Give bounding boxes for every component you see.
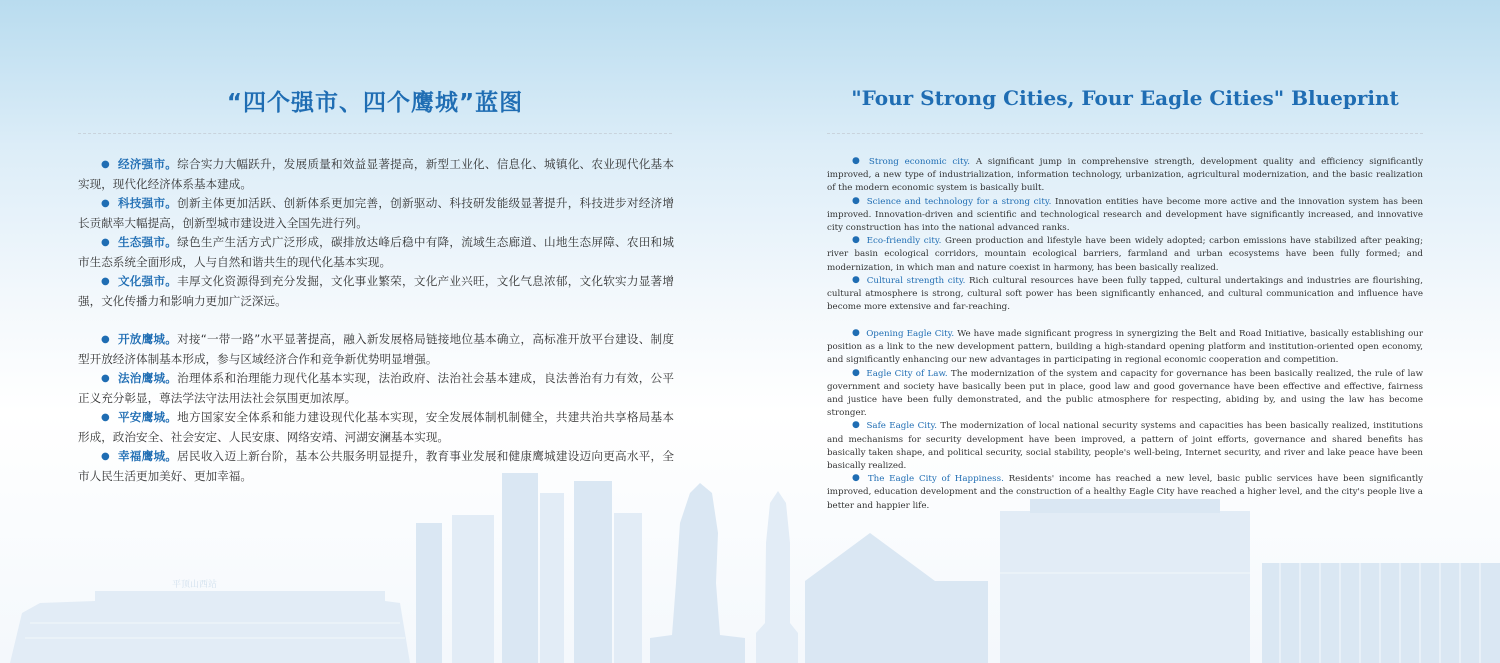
item-text: 创新主体更加活跃、创新体系更加完善，创新驱动、科技研发能级显著提升，科技进步对经济增长贡献率大幅提高，创新型城市建设进入全国先进行列。 — [78, 196, 674, 230]
list-item — [827, 156, 1423, 196]
item-text: 对接“一带一路”水平显著提高，融入新发展格局链接地位基本确立，高标准开放平台建设、制度型开放经济体制基本形成，参与区域经济合作和竞争新优势明显增强。 — [78, 332, 674, 366]
item-text: 综合实力大幅跃升，发展质量和效益显著提高，新型工业化、信息化、城镇化、农业现代化基本实现，现代化经济体系基本建成。 — [78, 157, 674, 191]
page-title-chinese: “四个强市、四个鹰城”蓝图 — [226, 90, 524, 116]
bullet-icon: ● — [101, 198, 110, 209]
list-item — [78, 408, 674, 447]
bullet-icon: ● — [101, 276, 110, 287]
bullet-icon: ● — [101, 237, 110, 248]
item-text: 丰厚文化资源得到充分发掘，文化事业繁荣，文化产业兴旺，文化气息浓郁，文化软实力显著增强，文化传播力和影响力更加广泛深远。 — [78, 274, 674, 308]
item-text: 地方国家安全体系和能力建设现代化基本实现，安全发展体制机制健全，共建共治共享格局基本形成，政治安全、社会安定、人民安康、网络安靖、河湖安澜基本实现。 — [78, 410, 674, 444]
item-text: Innovation entities have become more active and the innovation system has been improved. Innovation-driven and scientific and technological research and development have significantly increased, and innovative city construction has into the national advanced ranks. — [827, 196, 1423, 234]
item-text: 治理体系和治理能力现代化基本实现，法治政府、法治社会基本建成，良法善治有力有效，公平正义充分彰显，尊法学法守法用法社会氛围更加浓厚。 — [78, 371, 674, 405]
item-term: Science and technology for a strong city. — [866, 196, 1052, 207]
item-text: A significant jump in comprehensive strength, development quality and efficiency significantly improved, a new type of industrialization, information technology, urbanization, agricultural modernization, and the basic realization of the modern economic system is basically built. — [827, 157, 1423, 194]
item-text: 绿色生产生活方式广泛形成，碳排放达峰后稳中有降，流域生态廊道、山地生态屏障、农田和城市生态系统全面形成，人与自然和谐共生的现代化基本实现。 — [78, 235, 674, 269]
item-term: Eagle City of Law. — [866, 368, 948, 379]
bullet-icon: ● — [852, 156, 863, 166]
list-item — [78, 369, 674, 408]
item-term: 科技强市。 — [117, 196, 178, 210]
list-item — [78, 194, 674, 233]
item-term: 生态强市。 — [117, 235, 178, 249]
bullet-icon: ● — [101, 451, 110, 462]
station-sign: 平顶山西站 — [172, 580, 218, 590]
bullet-icon: ● — [101, 159, 110, 170]
bullet-icon: ● — [852, 235, 861, 246]
bullet-icon: ● — [101, 334, 110, 345]
item-term: Eco-friendly city. — [866, 236, 942, 247]
list-item — [78, 447, 674, 486]
item-term: Cultural strength city. — [866, 275, 966, 286]
item-text: We have made significant progress in synergizing the Belt and Road Initiative, basically establishing our position as a link to the new development pattern, building a high-standard opening platform and institution-oriented open economy, and significantly enhancing our new advantages in participating in regional economic cooperation and competition. — [827, 328, 1423, 366]
list-item — [827, 368, 1423, 421]
item-term: 幸福鹰城。 — [117, 449, 178, 463]
item-text: Residents' income has reached a new level, basic public services have been significantly improved, education development and the construction of a healthy Eagle City have reached a higher level, and the city's people live a better and happier life. — [827, 474, 1424, 511]
item-term: 法治鹰城。 — [117, 371, 178, 385]
list-item — [78, 233, 674, 272]
item-text: The modernization of the system and capacity for governance has been basically realized, the rule of law government and society have basically been put in place, good law and good governance have been effective and effective, fairness and justice have been fully demonstrated, and the public atmosphere for respecting, abiding by, and using the law has become stronger. — [827, 368, 1424, 419]
item-term: 经济强市。 — [117, 157, 178, 171]
item-term: 开放鹰城。 — [117, 332, 178, 346]
list-item — [78, 272, 674, 311]
item-text: 居民收入迈上新台阶，基本公共服务明显提升，教育事业发展和健康鹰城建设迈向更高水平，全市人民生活更加美好、更加幸福。 — [78, 449, 674, 483]
item-term: Strong economic city. — [868, 157, 971, 167]
item-text: The modernization of local national security systems and capacities has been basically realized, institutions and mechanisms for security development have been improved, a pattern of joint efforts, governance and shared benefits has basically taken shape, and political security, social stability, people's well-being, Internet security, and river and lake peace have been basically realized. — [827, 421, 1424, 471]
bullet-icon: ● — [852, 367, 861, 378]
list-item — [827, 328, 1423, 368]
list-item — [827, 275, 1423, 315]
bullet-icon: ● — [101, 412, 110, 423]
list-item — [78, 155, 674, 194]
item-term: Safe Eagle City. — [866, 421, 938, 432]
page-title-english: "Four Strong Cities, Four Eagle Cities" Blueprint — [851, 86, 1399, 110]
list-item — [827, 196, 1423, 236]
item-term: 平安鹰城。 — [117, 410, 178, 424]
chinese-blueprint-list — [78, 155, 674, 486]
bullet-icon: ● — [101, 373, 110, 384]
list-item — [827, 420, 1423, 473]
item-term: 文化强市。 — [117, 274, 178, 288]
bullet-icon: ● — [852, 195, 861, 206]
item-text: Green production and lifestyle have been widely adopted; carbon emissions have stabilized after peaking; river basin ecological corridors, mountain ecological barriers, farmland and urban ecosystems have been fully formed; and modernization, in which man and nature coexist in harmony, has been basically realized. — [827, 236, 1424, 273]
bullet-icon: ● — [852, 327, 861, 338]
bullet-icon: ● — [852, 274, 861, 285]
title-divider — [78, 133, 672, 134]
item-text: Rich cultural resources have been fully tapped, cultural undertakings and industries are flourishing, cultural atmosphere is strong, cultural soft power has been significantly enhanced, and cultural communication and influence have become more extensive and far-reaching. — [827, 275, 1423, 313]
bullet-icon: ● — [852, 473, 862, 484]
item-term: Opening Eagle City. — [866, 328, 955, 339]
list-item — [827, 235, 1423, 275]
bullet-icon: ● — [852, 420, 861, 431]
item-term: The Eagle City of Happiness. — [867, 474, 1004, 485]
list-item — [827, 473, 1423, 513]
title-divider — [827, 133, 1423, 134]
english-blueprint-list — [827, 156, 1423, 513]
list-item — [78, 330, 674, 369]
